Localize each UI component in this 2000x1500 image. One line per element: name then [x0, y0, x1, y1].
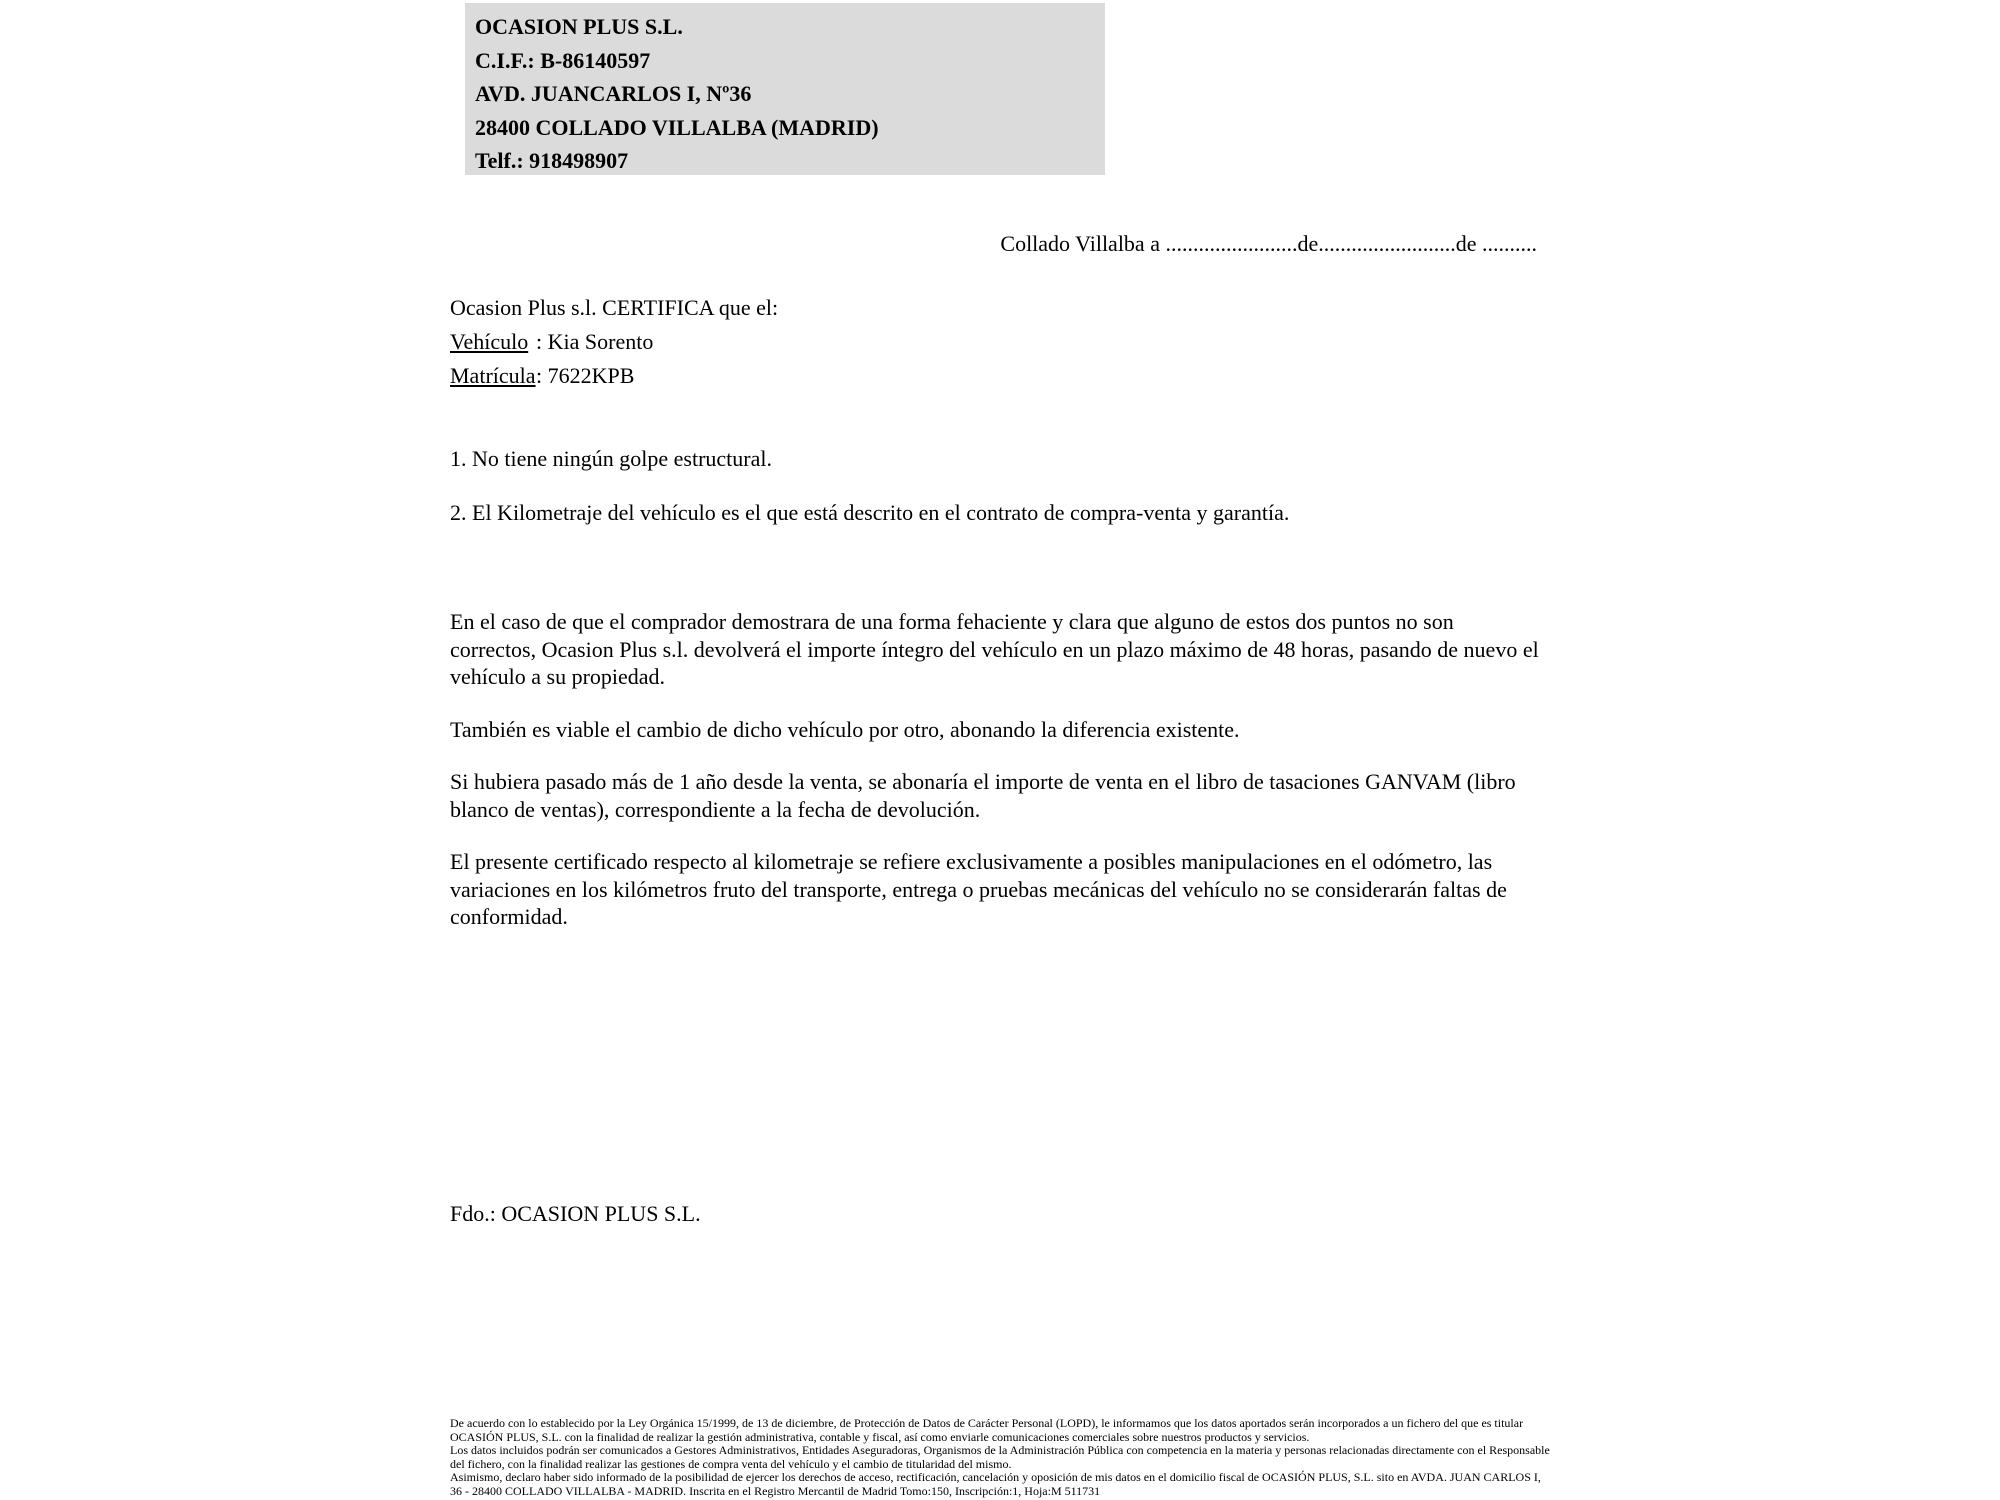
paragraph-ganvam: Si hubiera pasado más de 1 año desde la venta, se abonaría el importe de venta en el libro de tasaciones GANVAM (libro blanco de ventas), correspondiente a la fecha de devolución. — [450, 769, 1516, 822]
paragraph-odometer: El presente certificado respecto al kilometraje se refiere exclusivamente a posibles manipulaciones en el odómetro, las variaciones en los kilómetros fruto del transporte, entrega o pruebas mecánicas del vehículo no se considerarán faltas de conformidad. — [450, 849, 1507, 929]
company-cif: C.I.F.: B-86140597 — [475, 47, 651, 73]
certified-point-1: 1. No tiene ningún golpe estructural. — [450, 446, 772, 471]
legal-paragraph-lopd: De acuerdo con lo establecido por la Ley Orgánica 15/1999, de 13 de diciembre, de Protección de Datos de Carácter Personal (LOPD), le informamos que los datos aportados serán incorporados a un fichero del que es titular OCASIÓN PLUS, S.L. con la finalidad de realizar la gestión administrativa, contable y fiscal, así como enviarle comunicaciones comerciales sobre nuestros productos y servicios. — [450, 1416, 1524, 1444]
certified-point-2: 2. El Kilometraje del vehículo es el que está descrito en el contrato de compra-venta y garantía. — [450, 500, 1290, 525]
company-city: 28400 COLLADO VILLALBA (MADRID) — [475, 114, 879, 140]
legal-fine-print — [450, 1417, 1552, 1498]
company-name: OCASION PLUS S.L. — [475, 14, 683, 39]
company-phone: Telf.: 918498907 — [475, 148, 629, 173]
body-paragraphs — [450, 608, 1542, 956]
legal-paragraph-data-sharing: Los datos incluidos podrán ser comunicados a Gestores Administrativos, Entidades Aseguradoras, Organismos de la Administración Pública con competencia en la materia y personas relacionadas directamente con el Responsable del fichero, con la finalidad realizar las gestiones de compra venta del vehículo y el cambio de titularidad del mismo. — [450, 1443, 1550, 1471]
vehicle-row — [450, 325, 778, 359]
plate-label: Matrícula — [450, 363, 536, 388]
vehicle-value: : Kia Sorento — [536, 329, 654, 354]
company-header-block — [465, 3, 1105, 175]
certification-block — [450, 291, 778, 393]
certify-intro: Ocasion Plus s.l. CERTIFICA que el: — [450, 295, 779, 320]
paragraph-exchange: También es viable el cambio de dicho vehículo por otro, abonando la diferencia existente. — [450, 716, 1240, 742]
paragraph-refund: En el caso de que el comprador demostrara de una forma fehaciente y clara que alguno de estos dos puntos no son correctos, Ocasion Plus s.l. devolverá el importe íntegro del vehículo en un plazo máximo de 48 horas, pasando de nuevo el vehículo a su propiedad. — [450, 609, 1539, 689]
plate-row — [450, 359, 778, 393]
vehicle-label: Vehículo — [450, 329, 529, 354]
signature-line: Fdo.: OCASION PLUS S.L. — [450, 1201, 701, 1226]
company-address: AVD. JUANCARLOS I, Nº36 — [475, 81, 752, 106]
plate-value: : 7622KPB — [536, 363, 635, 388]
legal-paragraph-rights: Asimismo, declaro haber sido informado de la posibilidad de ejercer los derechos de acceso, rectificación, cancelación y oposición de mis datos en el domicilio fiscal de OCASIÓN PLUS, S.L. sito en AVDA. JUAN CARLOS I, 36 - 28400 COLLADO VILLALBA - MADRID. Inscrita en el Registro Mercantil de Madrid Tomo:150, Inscripción:1, Hoja:M 511731 — [450, 1470, 1541, 1498]
date-fill-in-line: Collado Villalba a ........................de.........................de .......... — [1000, 231, 1537, 256]
